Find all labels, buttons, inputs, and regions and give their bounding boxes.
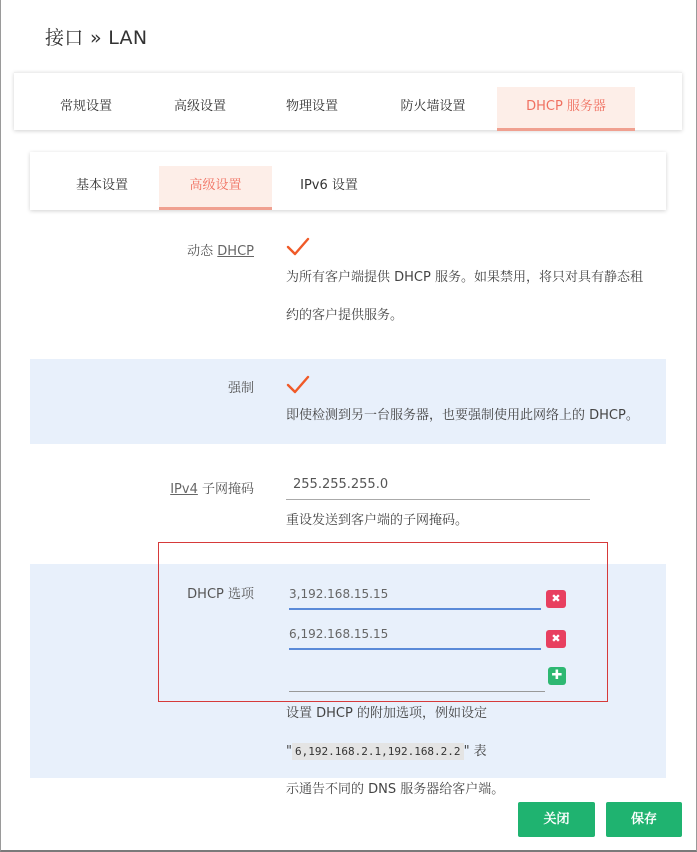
- tab-advanced[interactable]: 高级设置: [173, 99, 226, 114]
- netmask-input[interactable]: [286, 470, 590, 500]
- main-tab-bar: [14, 72, 682, 130]
- dhcp-options-desc-line1: [286, 695, 658, 771]
- subtab-advanced[interactable]: 高级设置: [159, 166, 272, 210]
- force-description: 即使检测到另一台服务器，也要强制使用此网络上的 DHCP。: [286, 408, 639, 423]
- tab-general[interactable]: 常规设置: [59, 99, 112, 114]
- add-option-button[interactable]: ✚: [548, 667, 566, 685]
- delete-option-button[interactable]: ✖: [546, 590, 566, 608]
- tab-physical[interactable]: 物理设置: [285, 99, 338, 114]
- netmask-description: 重设发送到客户端的子网掩码。: [286, 513, 469, 528]
- subtab-ipv6[interactable]: IPv6 设置: [300, 178, 358, 193]
- dynamic-dhcp-label: [187, 240, 254, 259]
- sub-tab-bar: [30, 152, 666, 210]
- dhcp-options-description: [286, 695, 658, 809]
- force-row: [30, 359, 666, 444]
- tab-firewall[interactable]: 防火墙设置: [400, 99, 466, 114]
- dhcp-options-desc-part1: 设置 DHCP 的附加选项，例如设定 ": [286, 706, 487, 759]
- dialog-title: 接口 » LAN: [45, 27, 148, 49]
- dhcp-help-link[interactable]: DHCP: [217, 244, 254, 259]
- dhcp-options-label: DHCP 选项: [187, 587, 254, 602]
- checkmark-icon: [288, 239, 308, 254]
- dhcp-options-desc-part2: " 表: [463, 744, 487, 759]
- checkmark-icon: [288, 377, 308, 392]
- dhcp-options-desc-line2: 示通告不同的 DNS 服务器给客户端。: [286, 782, 505, 797]
- force-label: 强制: [227, 381, 254, 396]
- dynamic-dhcp-desc-line1: 为所有客户端提供 DHCP 服务。如果禁用，将只对具有静态租: [286, 270, 643, 285]
- subtab-basic[interactable]: 基本设置: [75, 178, 128, 193]
- tab-dhcp-server[interactable]: DHCP 服务器: [497, 87, 635, 131]
- ipv4-help-link[interactable]: IPv4: [170, 482, 198, 497]
- annotation-highlight-box: [158, 542, 608, 702]
- dynamic-dhcp-row: [30, 226, 666, 356]
- dynamic-dhcp-description: [286, 259, 656, 335]
- close-button[interactable]: 关闭: [518, 802, 595, 837]
- dynamic-dhcp-desc-line2: 约的客户提供服务。: [286, 308, 404, 323]
- dynamic-dhcp-checkbox[interactable]: [285, 236, 311, 258]
- save-button[interactable]: 保存: [606, 802, 682, 837]
- force-checkbox[interactable]: [285, 374, 311, 396]
- dhcp-options-example-code: 6,192.168.2.1,192.168.2.2: [292, 743, 464, 760]
- dynamic-dhcp-label-prefix: 动态: [187, 244, 218, 259]
- netmask-label: [170, 478, 254, 497]
- delete-option-button[interactable]: ✖: [546, 630, 566, 648]
- netmask-label-suffix: 子网掩码: [197, 482, 254, 497]
